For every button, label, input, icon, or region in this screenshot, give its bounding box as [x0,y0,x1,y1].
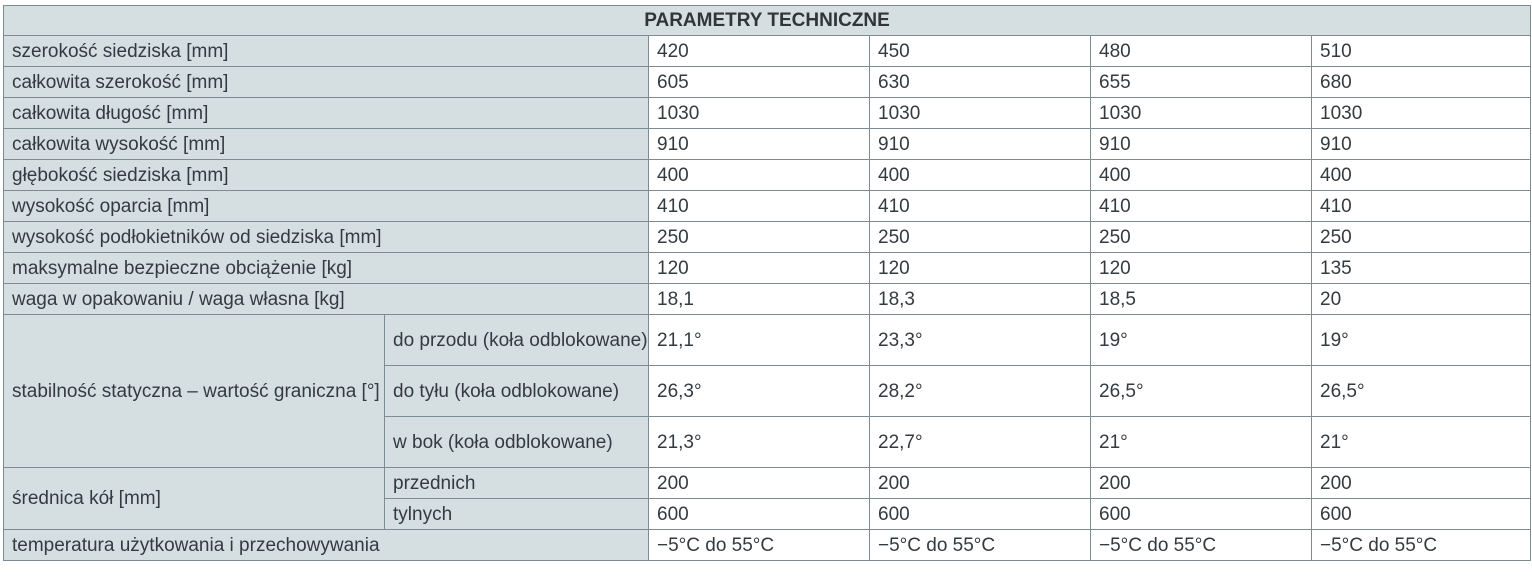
row-label: szerokość siedziska [mm] [4,36,649,67]
cell-value: 1030 [1312,98,1531,129]
cell-value: 250 [1312,222,1531,253]
row-label: wysokość podłokietników od siedziska [mm] [4,222,649,253]
cell-value: 420 [649,36,870,67]
cell-value: 26,3° [649,366,870,417]
cell-value: 18,5 [1091,284,1312,315]
cell-value: 28,2° [870,366,1091,417]
table-row-wheels-front [4,468,1531,499]
row-label: całkowita długość [mm] [4,98,649,129]
cell-value: 1030 [649,98,870,129]
cell-value: 910 [870,129,1091,160]
stability-label: stabilność statyczna – wartość graniczna [°] [4,315,385,468]
cell-value: 910 [1312,129,1531,160]
wheels-label: średnica kół [mm] [4,468,385,530]
table-row [4,36,1531,67]
cell-value: 18,3 [870,284,1091,315]
cell-value: 600 [1091,499,1312,530]
cell-value: 135 [1312,253,1531,284]
cell-value: 400 [1312,160,1531,191]
cell-value: 910 [649,129,870,160]
cell-value: 1030 [1091,98,1312,129]
cell-value: 200 [1091,468,1312,499]
cell-value: 600 [1312,499,1531,530]
cell-value: 120 [649,253,870,284]
stability-sub-label: do przodu (koła odblokowane) [385,315,649,366]
cell-value: −5°C do 55°C [1091,530,1312,561]
cell-value: −5°C do 55°C [1312,530,1531,561]
table-row-stability-forward [4,315,1531,366]
cell-value: 200 [870,468,1091,499]
cell-value: 250 [1091,222,1312,253]
technical-parameters-table [3,5,1531,561]
table-row [4,98,1531,129]
cell-value: 1030 [870,98,1091,129]
cell-value: 600 [649,499,870,530]
cell-value: 400 [1091,160,1312,191]
cell-value: 26,5° [1312,366,1531,417]
cell-value: 21,1° [649,315,870,366]
cell-value: 23,3° [870,315,1091,366]
cell-value: 21° [1312,417,1531,468]
cell-value: 200 [649,468,870,499]
cell-value: 18,1 [649,284,870,315]
table-row [4,191,1531,222]
cell-value: 250 [649,222,870,253]
cell-value: 22,7° [870,417,1091,468]
table-title: PARAMETRY TECHNICZNE [4,6,1531,36]
wheels-sub-label: tylnych [385,499,649,530]
cell-value: 655 [1091,67,1312,98]
cell-value: 250 [870,222,1091,253]
cell-value: 19° [1312,315,1531,366]
row-label: waga w opakowaniu / waga własna [kg] [4,284,649,315]
row-label: temperatura użytkowania i przechowywania [4,530,649,561]
cell-value: 605 [649,67,870,98]
cell-value: 19° [1091,315,1312,366]
cell-value: 21° [1091,417,1312,468]
cell-value: 20 [1312,284,1531,315]
row-label: głębokość siedziska [mm] [4,160,649,191]
cell-value: 600 [870,499,1091,530]
row-label: wysokość oparcia [mm] [4,191,649,222]
wheels-sub-label: przednich [385,468,649,499]
table-row [4,129,1531,160]
cell-value: −5°C do 55°C [649,530,870,561]
cell-value: 410 [649,191,870,222]
table-row [4,67,1531,98]
cell-value: 630 [870,67,1091,98]
spec-table-wrapper [3,5,1531,561]
cell-value: 410 [1312,191,1531,222]
cell-value: 480 [1091,36,1312,67]
cell-value: 410 [870,191,1091,222]
row-label: całkowita wysokość [mm] [4,129,649,160]
cell-value: 680 [1312,67,1531,98]
table-row [4,160,1531,191]
cell-value: 400 [870,160,1091,191]
row-label: całkowita szerokość [mm] [4,67,649,98]
cell-value: 510 [1312,36,1531,67]
cell-value: 120 [870,253,1091,284]
cell-value: 910 [1091,129,1312,160]
table-row [4,284,1531,315]
table-row [4,222,1531,253]
table-row-temperature [4,530,1531,561]
table-row [4,253,1531,284]
cell-value: −5°C do 55°C [870,530,1091,561]
cell-value: 200 [1312,468,1531,499]
cell-value: 400 [649,160,870,191]
cell-value: 450 [870,36,1091,67]
stability-sub-label: do tyłu (koła odblokowane) [385,366,649,417]
cell-value: 21,3° [649,417,870,468]
cell-value: 26,5° [1091,366,1312,417]
cell-value: 120 [1091,253,1312,284]
stability-sub-label: w bok (koła odblokowane) [385,417,649,468]
row-label: maksymalne bezpieczne obciążenie [kg] [4,253,649,284]
cell-value: 410 [1091,191,1312,222]
